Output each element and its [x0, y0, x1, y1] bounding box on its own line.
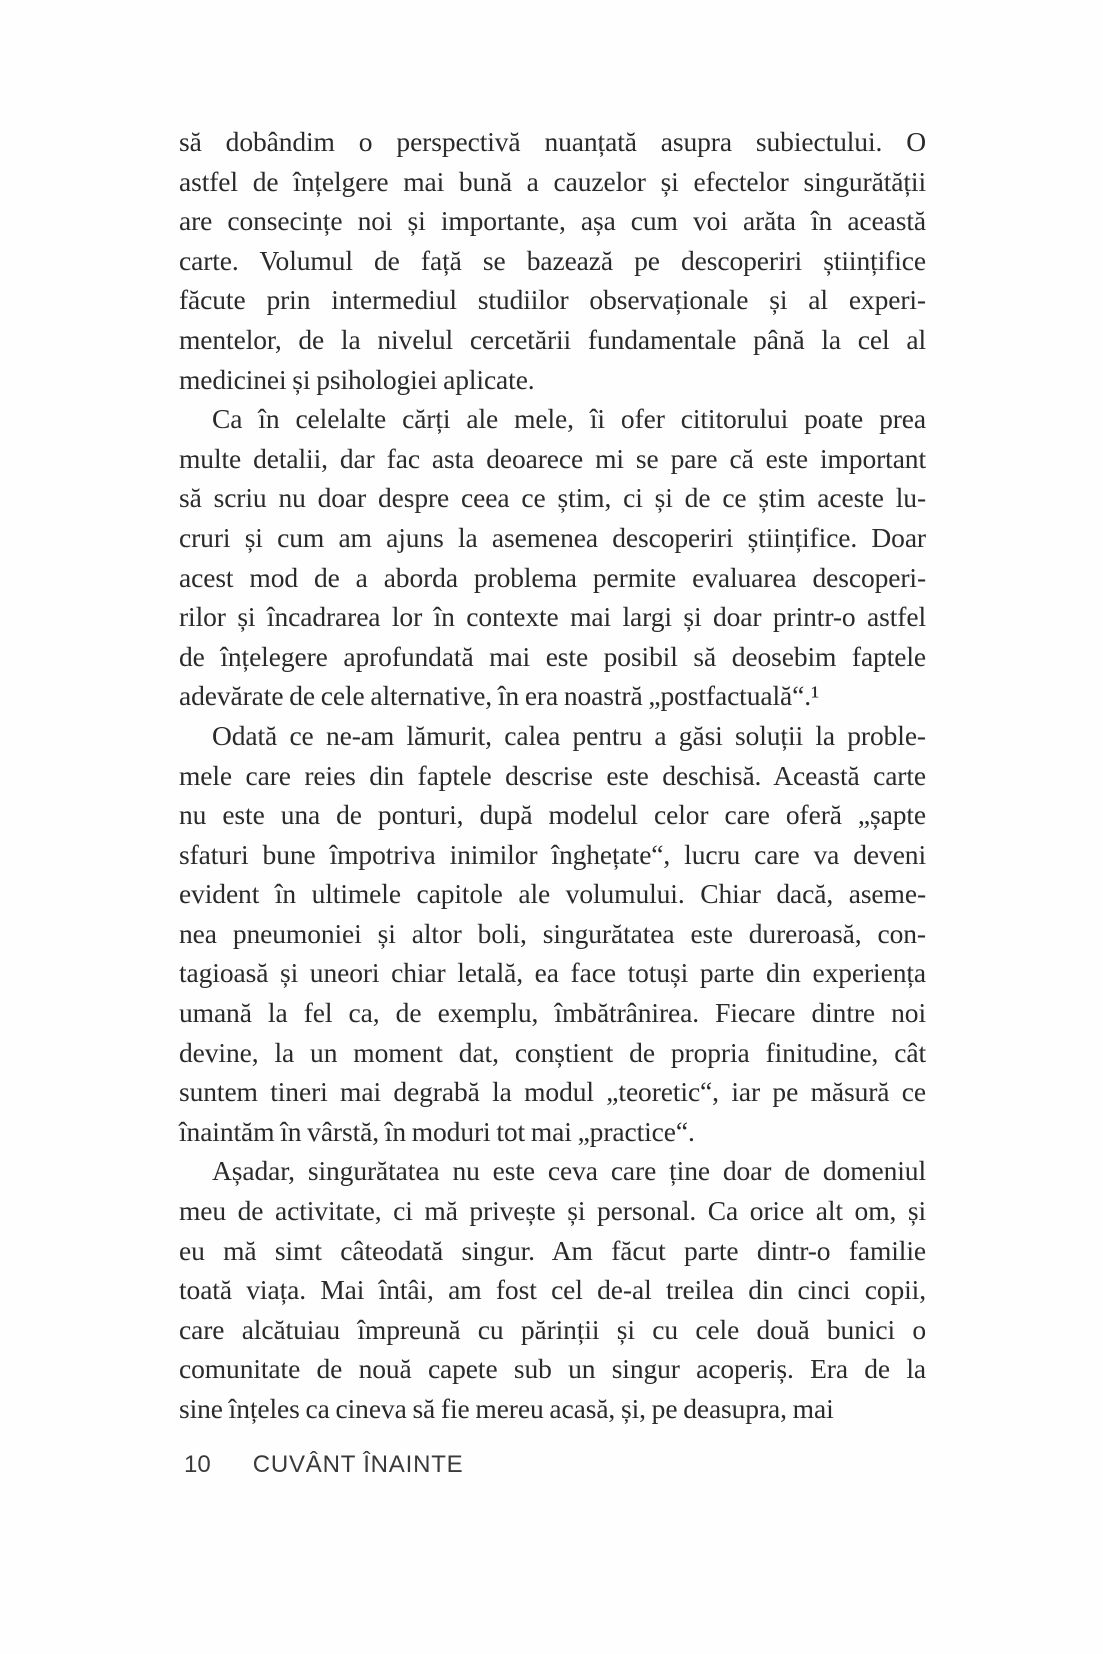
text-line: înaintăm în vârstă, în moduri tot mai „practice“. — [179, 1115, 695, 1147]
text-line: toată viața. Mai întâi, am fost cel de-al treilea din cinci copii, — [179, 1274, 926, 1306]
page-number: 10 — [184, 1451, 211, 1478]
text-line: acest mod de a aborda problema permite evaluarea descoperi- — [179, 561, 926, 593]
body-text — [179, 122, 926, 1429]
text-line: care alcătuiau împreună cu părinții și cu cele două bunici o — [179, 1313, 926, 1345]
text-line: sfaturi bune împotriva inimilor înghețate“, lucru care va deveni — [179, 838, 926, 870]
text-line: să dobândim o perspectivă nuanțată asupra subiectului. O — [179, 126, 926, 157]
text-line: nu este una de ponturi, după modelul celor care oferă „șapte — [179, 799, 926, 831]
text-line: sine înțeles ca cineva să fie mereu acasă, și, pe deasupra, mai — [179, 1393, 834, 1424]
running-head: CUVÂNT ÎNAINTE — [252, 1451, 464, 1478]
text-line: de înțelegere aprofundată mai este posibil să deosebim faptele — [179, 640, 926, 672]
text-line: adevărate de cele alternative, în era noastră „postfactuală“.¹ — [179, 680, 820, 712]
text-line: mele care reies din faptele descrise este deschisă. Această carte — [179, 759, 926, 791]
text-line: meu de activitate, ci mă privește și personal. Ca orice alt om, și — [179, 1195, 926, 1227]
text-line: cruri și cum am ajuns la asemenea descoperiri științifice. Doar — [179, 521, 926, 553]
page-footer — [184, 1451, 464, 1479]
text-line: umană la fel ca, de exemplu, îmbătrânirea. Fiecare dintre noi — [179, 997, 926, 1029]
text-line: comunitate de nouă capete sub un singur acoperiș. Era de la — [179, 1353, 926, 1385]
text-line: Așadar, singurătatea nu este ceva care ține doar de domeniul — [212, 1155, 926, 1187]
text-line: să scriu nu doar despre ceea ce știm, ci și de ce știm aceste lu- — [179, 482, 926, 514]
text-line: devine, la un moment dat, conștient de propria finitudine, cât — [179, 1036, 926, 1068]
text-line: eu mă simt câteodată singur. Am făcut parte dintr-o familie — [179, 1234, 926, 1266]
text-line: nea pneumoniei și altor boli, singurătatea este dureroasă, con- — [179, 917, 926, 949]
text-line: astfel de înțelgere mai bună a cauzelor și efectelor singurătății — [179, 165, 926, 197]
text-line: carte. Volumul de față se bazează pe descoperiri științifice — [179, 244, 926, 276]
text-line: rilor și încadrarea lor în contexte mai largi și doar printr-o astfel — [179, 601, 926, 633]
text-line: are consecințe noi și importante, așa cum voi arăta în această — [179, 205, 926, 237]
text-line: multe detalii, dar fac asta deoarece mi se pare că este important — [179, 442, 926, 474]
text-line: medicinei și psihologiei aplicate. — [179, 363, 535, 395]
text-line: suntem tineri mai degrabă la modul „teoretic“, iar pe măsură ce — [179, 1076, 926, 1108]
text-line: mentelor, de la nivelul cercetării fundamentale până la cel al — [179, 323, 926, 355]
text-line: tagioasă și uneori chiar letală, ea face totuși parte din experiența — [179, 957, 926, 989]
text-line: Ca în celelalte cărți ale mele, îi ofer cititorului poate prea — [212, 403, 926, 435]
text-line: Odată ce ne-am lămurit, calea pentru a găsi soluții la proble- — [212, 719, 926, 751]
text-line: evident în ultimele capitole ale volumului. Chiar dacă, aseme- — [179, 878, 926, 910]
text-line: făcute prin intermediul studiilor observaționale și al experi- — [179, 284, 926, 316]
